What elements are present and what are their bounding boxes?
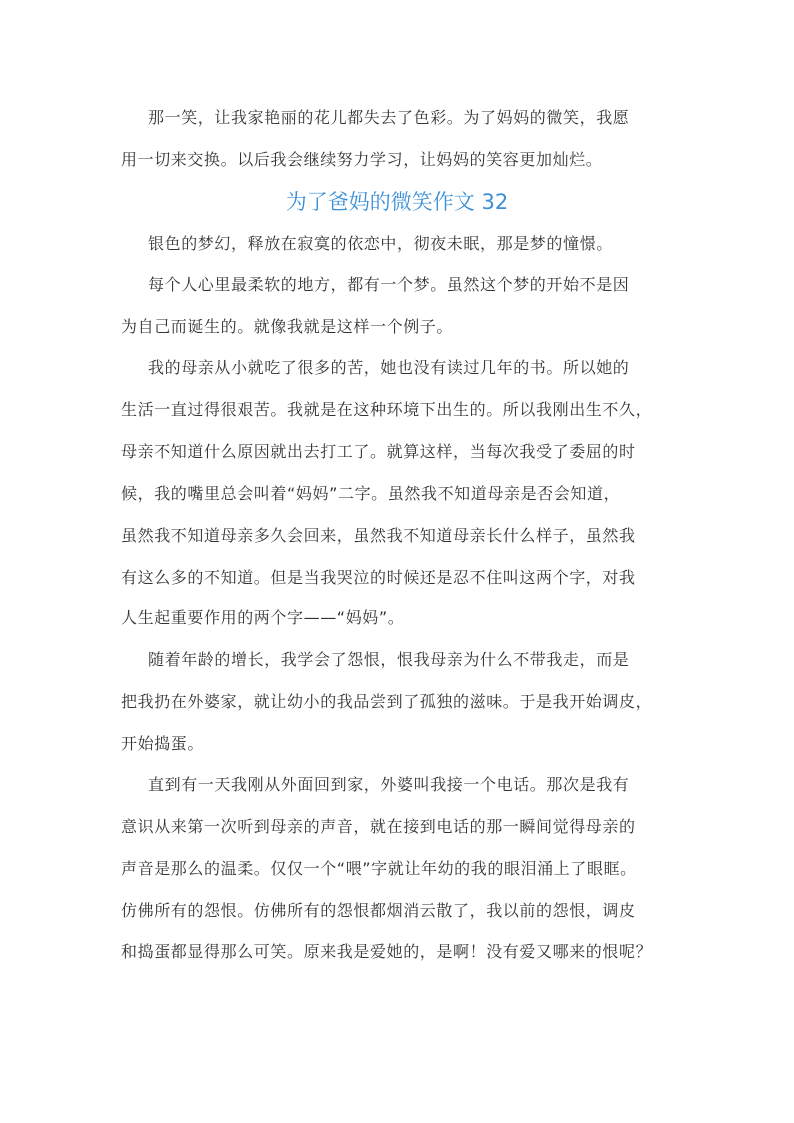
- text-line: 为自己而诞生的。就像我就是这样一个例子。: [121, 317, 454, 336]
- text-line: 虽然我不知道母亲多久会回来，虽然我不知道母亲长什么样子，虽然我: [121, 526, 636, 545]
- text-line: 把我扔在外婆家，就让幼小的我品尝到了孤独的滋味。于是我开始调皮，: [121, 692, 653, 711]
- text-line: 仿佛所有的怨恨。仿佛所有的怨恨都烟消云散了，我以前的怨恨，调皮: [121, 901, 636, 920]
- text-line: 意识从来第一次听到母亲的声音，就在接到电话的那一瞬间觉得母亲的: [121, 817, 636, 836]
- text-line: 有这么多的不知道。但是当我哭泣的时候还是忍不住叫这两个字，对我: [121, 568, 636, 587]
- text-line: 候，我的嘴里总会叫着“妈妈”二字。虽然我不知道母亲是否会知道，: [121, 484, 621, 503]
- text-line: 和捣蛋都显得那么可笑。原来我是爱她的，是啊！没有爱又哪来的恨呢？: [121, 942, 653, 961]
- text-line: 用一切来交换。以后我会继续努力学习，让妈妈的笑容更加灿烂。: [121, 150, 603, 169]
- text-line: 那一笑，让我家艳丽的花儿都失去了色彩。为了妈妈的微笑，我愿: [148, 108, 630, 127]
- text-line: 母亲不知道什么原因就出去打工了。就算这样，当每次我受了委屈的时: [121, 442, 636, 461]
- section-title: 为了爸妈的微笑作文 32: [285, 190, 509, 214]
- text-line: 开始捣蛋。: [121, 734, 205, 753]
- text-line: 人生起重要作用的两个字——“妈妈”。: [121, 608, 405, 627]
- text-line: 声音是那么的温柔。仅仅一个“喂”字就让年幼的我的眼泪涌上了眼眶。: [121, 859, 637, 878]
- text-line: 随着年龄的增长，我学会了怨恨，恨我母亲为什么不带我走，而是: [148, 650, 630, 669]
- text-line: 我的母亲从小就吃了很多的苦，她也没有读过几年的书。所以她的: [148, 358, 630, 377]
- text-line: 银色的梦幻，释放在寂寞的依恋中，彻夜未眠，那是梦的憧憬。: [148, 234, 613, 253]
- text-line: 生活一直过得很艰苦。我就是在这种环境下出生的。所以我刚出生不久，: [121, 400, 653, 419]
- text-line: 每个人心里最柔软的地方，都有一个梦。虽然这个梦的开始不是因: [148, 275, 630, 294]
- text-line: 直到有一天我刚从外面回到家，外婆叫我接一个电话。那次是我有: [148, 775, 630, 794]
